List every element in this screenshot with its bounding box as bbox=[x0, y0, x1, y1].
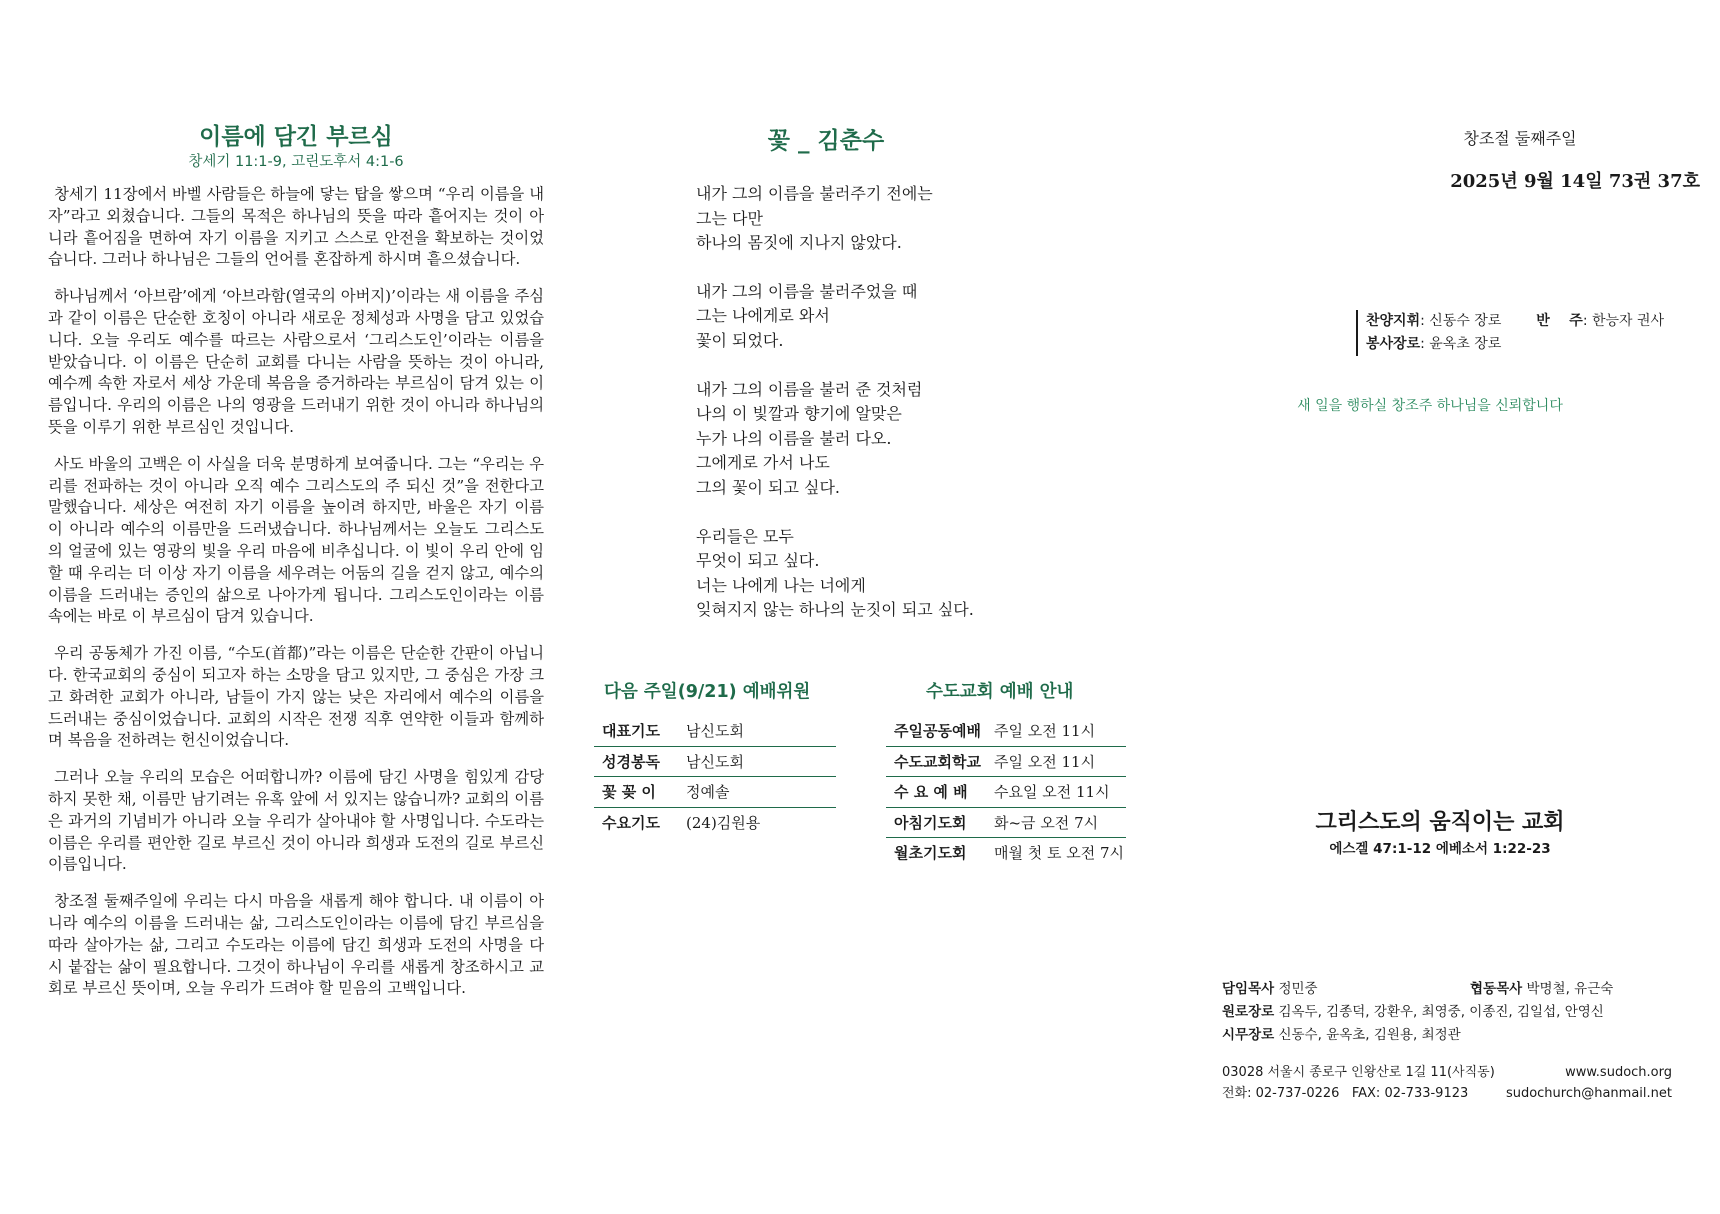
poem-line: 우리들은 모두 bbox=[696, 526, 794, 546]
sermon-paragraph: 하나님께서 ‘아브람’에게 ‘아브라함(열국의 아버지)’이라는 새 이름을 주심과 같이 이름은 단순한 호칭이 아니라 새로운 정체성과 사명을 담고 있었습니다. 오늘 우리도 예수를 따르는 사람으로서 ‘그리스도인’이라는 이름을 받았습니다. 이 이름은 단순히 교회를 다니는 사람을 뜻하는 것이 아니라, 예수께 속한 자로서 세상 가운데 복음을 증거하라는 부르심이 담겨 있는 이름입니다. 우리의 이름은 나의 영광을 드러내기 위한 것이 아니라 하나님의 뜻을 이루기 위한 부르심인 것입니다. bbox=[48, 287, 544, 436]
table-row bbox=[594, 747, 836, 778]
elder-emeritus-value: 김옥두, 김종덕, 강환우, 최영중, 이종진, 김일섭, 안영신 bbox=[1278, 1004, 1604, 1020]
row-label: 대표기도 bbox=[602, 722, 660, 741]
sermon-paragraph: 그러나 오늘 우리의 모습은 어떠합니까? 이름에 담긴 사명을 힘있게 감당하지 못한 채, 이름만 남기려는 유혹 앞에 서 있지는 않습니까? 교회의 이름은 과거의 기념비가 아니라 오늘 우리가 살아내야 할 사명입니다. 수도라는 이름은 우리를 편안한 길로 부르신 것이 아니라 희생과 도전의 길로 부르신 이름입니다. bbox=[48, 768, 544, 874]
poem bbox=[696, 182, 1076, 647]
row-label: 꽃 꽂 이 bbox=[602, 783, 656, 802]
poem-line: 나의 이 빛깔과 향기에 알맞은 bbox=[696, 404, 902, 424]
poem-line: 내가 그의 이름을 불러주었을 때 bbox=[696, 281, 918, 301]
contact-row bbox=[1222, 1062, 1672, 1083]
motto: 새 일을 행하실 창조주 하나님을 신뢰합니다 bbox=[1297, 398, 1563, 414]
poem-line: 누가 나의 이름을 불러 다오. bbox=[696, 428, 892, 448]
service-schedule-title: 수도교회 예배 안내 bbox=[926, 682, 1074, 702]
choir-value: : 신동수 장로 bbox=[1420, 313, 1502, 329]
sermon-paragraph: 창조절 둘째주일에 우리는 다시 마음을 새롭게 해야 합니다. 내 이름이 아니라 예수의 이름을 드러내는 삶, 그리스도인이라는 이름에 담긴 부르심을 따라 살아가는 삶, 그리고 수도라는 이름에 담긴 희생과 도전의 사명을 다시 붙잡는 삶이 필요합니다. 그것이 하나님이 우리를 새롭게 창조하시고 교회로 부르신 뜻이며, 오늘 우리가 드려야 할 믿음의 고백입니다. bbox=[48, 892, 544, 998]
season-label: 창조절 둘째주일 bbox=[1463, 129, 1577, 148]
service-schedule-table bbox=[886, 716, 1126, 868]
senior-pastor-value: 정민중 bbox=[1278, 981, 1318, 997]
service-elder-label: 봉사장로 bbox=[1366, 336, 1421, 352]
service-elder-value: : 윤옥초 장로 bbox=[1420, 336, 1502, 352]
sermon-paragraph: 사도 바울의 고백은 이 사실을 더욱 분명하게 보여줍니다. 그는 “우리는 우리를 전파하는 것이 아니라 오직 예수 그리스도의 주 되신 것”을 전한다고 말했습니다. 세상은 여전히 자기 이름을 높이려 하지만, 바울은 자기 이름이 아니라 예수의 이름만을 드러냈습니다. 하나님께서는 오늘도 그리스도의 얼굴에 있는 영광의 빛을 우리 마음에 비추십니다. 이 빛이 우리 안에 임할 때 우리는 더 이상 자기 이름을 세우려는 어둠의 길을 걷지 않고, 예수의 이름을 드러내는 증인의 삶으로 나아가게 됩니다. 그리스도인이라는 이름 속에는 바로 이 부르심이 담겨 있습니다. bbox=[48, 454, 544, 626]
sermon-title: 이름에 담긴 부르심 bbox=[199, 124, 393, 150]
row-value: 매월 첫 토 오전 7시 bbox=[994, 844, 1125, 863]
poem-line: 그는 다만 bbox=[696, 208, 763, 228]
sermon-paragraph: 우리 공동체가 가진 이름, “수도(首都)”라는 이름은 단순한 간판이 아닙니다. 한국교회의 중심이 되고자 하는 소망을 담고 있지만, 그 중심은 가장 크고 화려한 교회가 아니라, 남들이 가지 않는 낮은 자리에서 예수의 이름을 드러내는 중심이었습니다. 교회의 시작은 전쟁 직후 연약한 이들과 함께하며 복음을 전하려는 헌신이었습니다. bbox=[48, 644, 544, 750]
poem-line: 무엇이 되고 싶다. bbox=[696, 551, 820, 571]
row-label: 월초기도회 bbox=[894, 844, 967, 863]
roles-row bbox=[1366, 310, 1664, 333]
sermon-paragraph: 창세기 11장에서 바벨 사람들은 하늘에 닿는 탑을 쌓으며 “우리 이름을 내자”라고 외쳤습니다. 그들의 목적은 하나님의 뜻을 따라 흩어지는 것이 아니라 흩어짐을 면하여 자기 이름을 지키고 스스로 안전을 확보하는 것이었습니다. 그러나 하나님은 그들의 언어를 혼잡하게 하시며 흩으셨습니다. bbox=[48, 185, 544, 269]
website-link[interactable]: www.sudoch.org bbox=[1565, 1065, 1672, 1080]
active-elder-label: 시무장로 bbox=[1222, 1027, 1275, 1043]
poem-line: 하나의 몸짓에 지나지 않았다. bbox=[696, 233, 902, 253]
row-value: 주일 오전 11시 bbox=[994, 722, 1096, 741]
issue-dateline: 2025년 9월 14일 73권 37호 bbox=[1450, 171, 1700, 192]
poem-line: 그는 나에게로 와서 bbox=[696, 306, 830, 326]
elder-emeritus-label: 원로장로 bbox=[1222, 1004, 1275, 1020]
poem-line: 내가 그의 이름을 불러 준 것처럼 bbox=[696, 379, 923, 399]
accompanist-label: 반 주 bbox=[1536, 313, 1583, 329]
worship-roles bbox=[1356, 310, 1664, 356]
address: 03028 서울시 종로구 인왕산로 1길 11(사직동) bbox=[1222, 1065, 1495, 1080]
staff-row bbox=[1222, 1001, 1672, 1024]
staff-row bbox=[1222, 978, 1672, 1001]
roles-row bbox=[1366, 333, 1664, 356]
table-row bbox=[594, 808, 836, 838]
associate-pastor-value: 박명철, 유근숙 bbox=[1526, 981, 1614, 997]
row-label: 수요기도 bbox=[602, 813, 660, 832]
poem-line: 그의 꽃이 되고 싶다. bbox=[696, 477, 840, 497]
poem-stanza bbox=[696, 525, 1076, 623]
contact-info bbox=[1222, 1062, 1672, 1104]
row-label: 수 요 예 배 bbox=[894, 783, 968, 802]
table-row bbox=[886, 838, 1126, 868]
church-slogan: 그리스도의 움직이는 교회 bbox=[1315, 810, 1565, 835]
active-elder-value: 신동수, 윤옥초, 김원용, 최정관 bbox=[1278, 1027, 1461, 1043]
row-label: 주일공동예배 bbox=[894, 722, 981, 741]
row-value: 주일 오전 11시 bbox=[994, 752, 1096, 771]
row-label: 아침기도회 bbox=[894, 813, 967, 832]
row-value: 남신도회 bbox=[686, 752, 744, 771]
row-value: 정예솔 bbox=[686, 783, 730, 802]
phone-fax: 전화: 02-737-0226 FAX: 02-733-9123 bbox=[1222, 1086, 1469, 1101]
row-value: 화~금 오전 7시 bbox=[994, 813, 1099, 832]
table-row bbox=[594, 777, 836, 808]
church-staff bbox=[1222, 978, 1672, 1047]
row-value: (24)김원용 bbox=[686, 813, 761, 832]
contact-row bbox=[1222, 1083, 1672, 1104]
poem-stanza bbox=[696, 280, 1076, 354]
choir-label: 찬양지휘 bbox=[1366, 313, 1421, 329]
poem-line: 잊혀지지 않는 하나의 눈짓이 되고 싶다. bbox=[696, 600, 974, 620]
church-slogan-reference: 에스겔 47:1-12 에베소서 1:22-23 bbox=[1329, 841, 1551, 857]
next-week-table bbox=[594, 716, 836, 837]
row-label: 성경봉독 bbox=[602, 752, 660, 771]
next-week-title: 다음 주일(9/21) 예배위원 bbox=[604, 682, 811, 702]
poem-stanza bbox=[696, 182, 1076, 256]
accompanist-value: : 한능자 권사 bbox=[1582, 313, 1665, 329]
table-row bbox=[886, 808, 1126, 839]
poem-title: 꽃 _ 김춘수 bbox=[767, 128, 885, 154]
poem-stanza bbox=[696, 378, 1076, 501]
staff-row bbox=[1222, 1024, 1672, 1047]
poem-line: 그에게로 가서 나도 bbox=[696, 453, 830, 473]
poem-line: 너는 나에게 나는 너에게 bbox=[696, 575, 866, 595]
row-label: 수도교회학교 bbox=[894, 752, 981, 771]
senior-pastor-label: 담임목사 bbox=[1222, 981, 1275, 997]
poem-line: 꽃이 되었다. bbox=[696, 330, 784, 350]
poem-line: 내가 그의 이름을 불러주기 전에는 bbox=[696, 184, 933, 203]
row-value: 남신도회 bbox=[686, 722, 744, 741]
table-row bbox=[594, 716, 836, 747]
sermon-section bbox=[48, 122, 544, 1015]
associate-pastor-label: 협동목사 bbox=[1470, 981, 1523, 997]
row-value: 수요일 오전 11시 bbox=[994, 783, 1110, 802]
table-row bbox=[886, 747, 1126, 778]
table-row bbox=[886, 716, 1126, 747]
sermon-reference: 창세기 11:1-9, 고린도후서 4:1-6 bbox=[188, 154, 404, 170]
email-link[interactable]: sudochurch@hanmail.net bbox=[1505, 1086, 1672, 1101]
table-row bbox=[886, 777, 1126, 808]
